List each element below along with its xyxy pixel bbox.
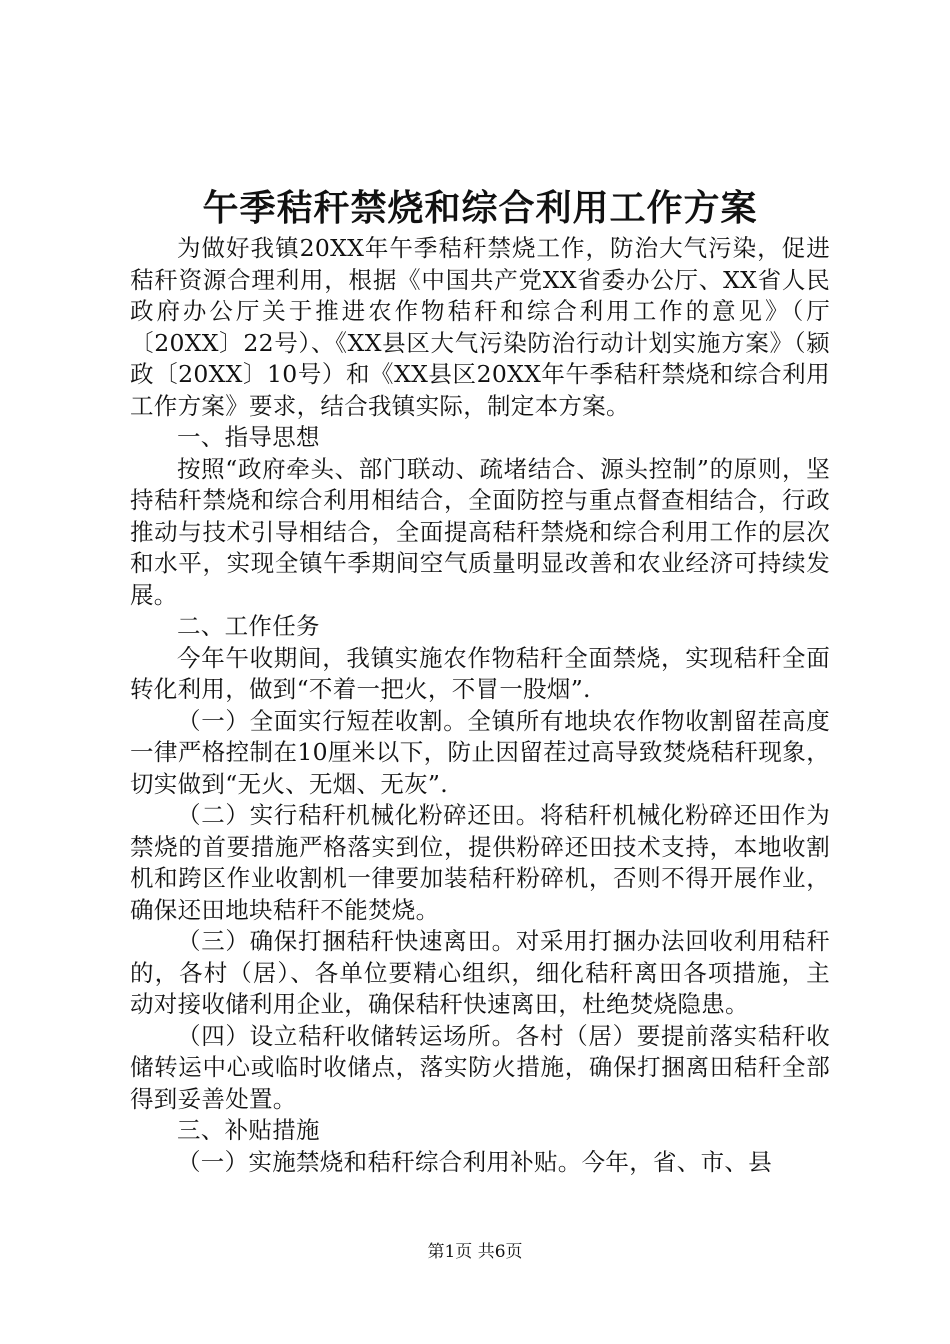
paragraph-intro: 为做好我镇20XX年午季秸秆禁烧工作，防治大气污染，促进秸秆资源合理利用，根据《中国共产党XX省委办公厅、XX省人民政府办公厅关于推进农作物秸秆和综合利用工作的意见》（厅〔20XX〕22号）、《XX县区大气污染防治行动计划实施方案》（颍政〔20XX〕10号）和《XX县区20XX年午季秸秆禁烧和综合利用工作方案》要求，结合我镇实际，制定本方案。 [130, 234, 830, 420]
section-heading-guiding-ideology: 一、指导思想 [177, 423, 320, 451]
paragraph-task-2: （二）实行秸秆机械化粉碎还田。将秸秆机械化粉碎还田作为禁烧的首要措施严格落实到位，提供粉碎还田技术支持，本地收割机和跨区作业收割机一律要加装秸秆粉碎机，否则不得开展作业，确保还田地块秸秆不能焚烧。 [130, 801, 830, 924]
paragraph-guiding-ideology: 按照“政府牵头、部门联动、疏堵结合、源头控制”的原则，坚持秸秆禁烧和综合利用相结合，全面防控与重点督查相结合，行政推动与技术引导相结合，全面提高秸秆禁烧和综合利用工作的层次和水平，实现全镇午季期间空气质量明显改善和农业经济可持续发展。 [130, 454, 830, 609]
paragraph-task-4: （四）设立秸秆收储转运场所。各村（居）要提前落实秸秆收储转运中心或临时收储点，落实防火措施，确保打捆离田秸秆全部得到妥善处置。 [130, 1021, 830, 1113]
document-body [130, 233, 830, 1178]
paragraph-task-3: （三）确保打捆秸秆快速离田。对采用打捆办法回收利用秸秆的，各村（居）、各单位要精心组织，细化秸秆离田各项措施，主动对接收储利用企业，确保秸秆快速离田，杜绝焚烧隐患。 [130, 927, 830, 1018]
paragraph-subsidy-1: （一）实施禁烧和秸秆综合利用补贴。今年，省、市、县 [177, 1147, 772, 1176]
document-title: 午季秸秆禁烧和综合利用工作方案 [202, 187, 758, 229]
page-footer: 第1页 共6页 [427, 1242, 523, 1262]
paragraph-work-tasks: 今年午收期间，我镇实施农作物秸秆全面禁烧，实现秸秆全面转化利用，做到“不着一把火，不冒一股烟”. [130, 643, 830, 703]
section-heading-subsidy: 三、补贴措施 [177, 1116, 320, 1144]
section-heading-work-tasks: 二、工作任务 [177, 612, 320, 640]
paragraph-task-1: （一）全面实行短茬收割。全镇所有地块农作物收割留茬高度一律严格控制在10厘米以下，防止因留茬过高导致焚烧秸秆现象，切实做到“无火、无烟、无灰”. [130, 706, 830, 798]
